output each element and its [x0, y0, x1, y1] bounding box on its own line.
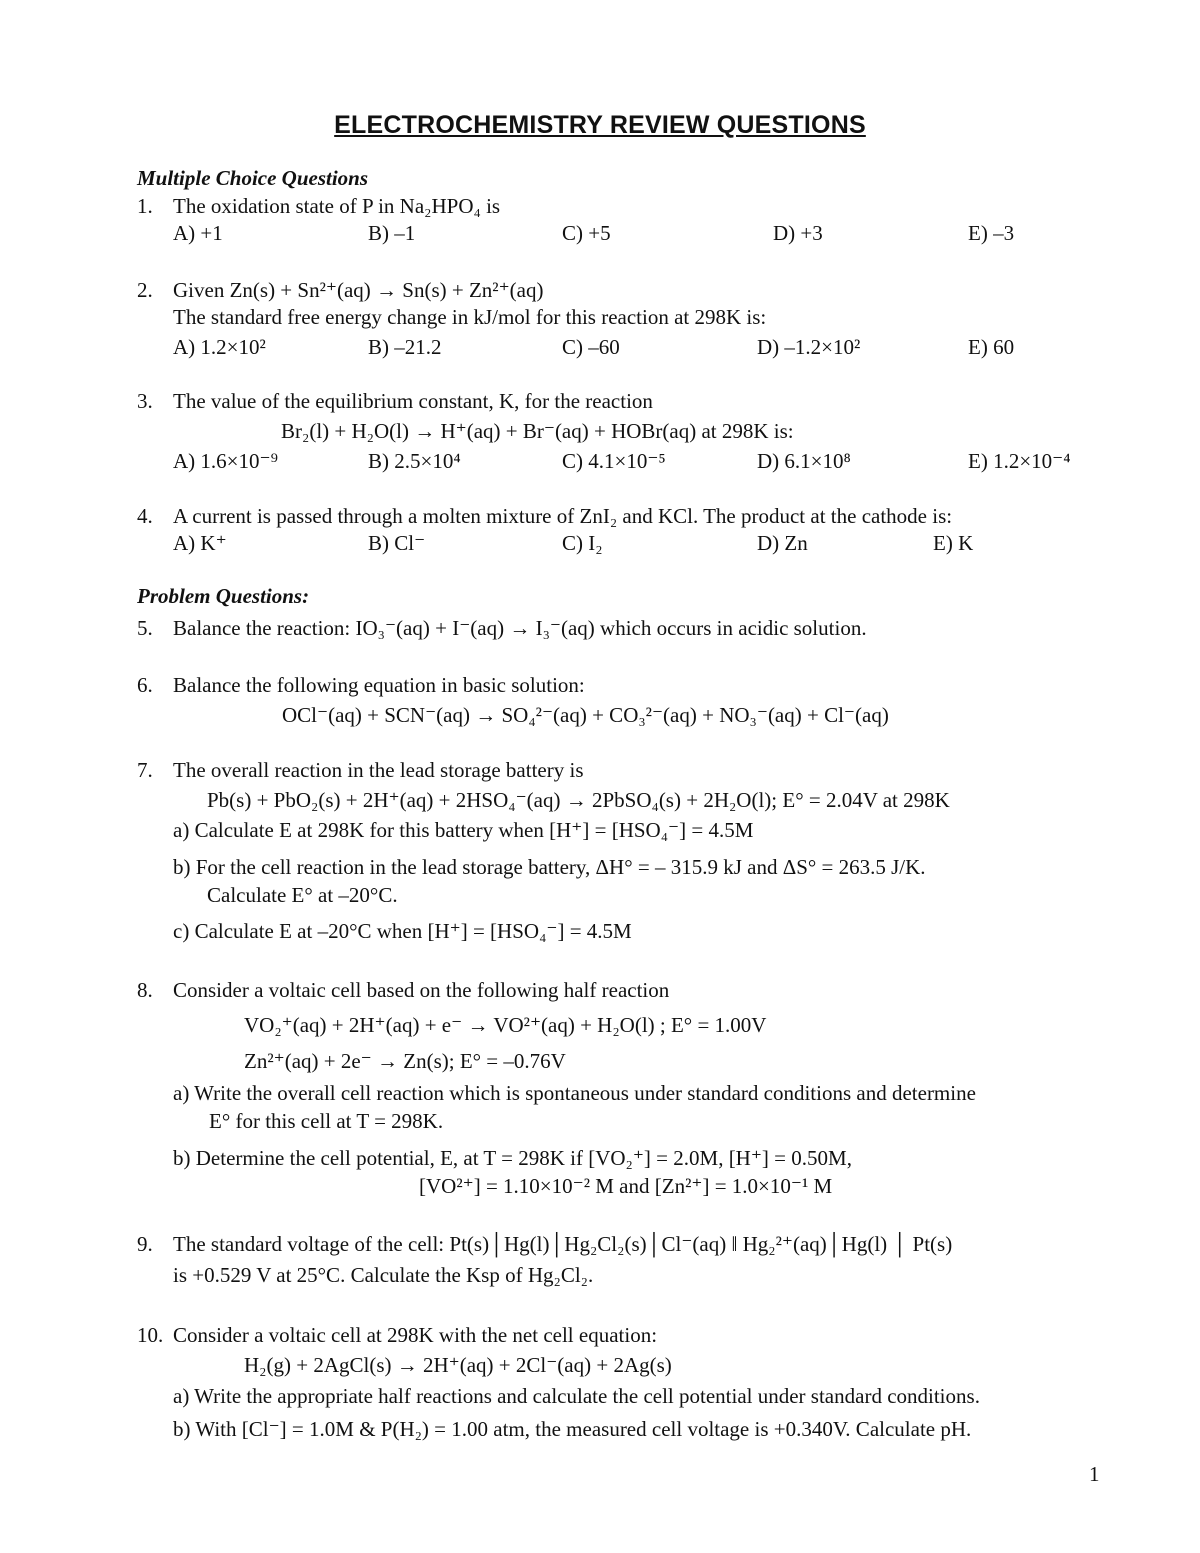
question-9-text: is +0.529 V at 25°C. Calculate the Ksp of Hg₂Cl₂. [173, 1263, 594, 1287]
question-6-text: Balance the following equation in basic solution: [173, 673, 585, 697]
question-3-reaction: Br₂(l) + H₂O(l) → H⁺(aq) + Br⁻(aq) + HOBr(aq) at 298K is: [281, 419, 794, 443]
question-8-part-a: a) Write the overall cell reaction which is spontaneous under standard conditions and determine [173, 1081, 976, 1105]
q3-choice-c: C) 4.1×10⁻⁵ [562, 449, 666, 473]
section-header-multiple-choice: Multiple Choice Questions [137, 166, 369, 190]
q2-choice-d: D) –1.2×10² [757, 335, 861, 359]
question-7-part-b: b) For the cell reaction in the lead storage battery, ΔH° = – 315.9 kJ and ΔS° = 263.5 J/K. [173, 855, 926, 879]
q1-choice-b: B) –1 [368, 221, 416, 245]
q2-choice-b: B) –21.2 [368, 335, 442, 359]
question-3-number: 3. [137, 389, 153, 413]
question-10-equation: H₂(g) + 2AgCl(s) → 2H⁺(aq) + 2Cl⁻(aq) + 2Ag(s) [244, 1353, 672, 1377]
question-10-number: 10. [137, 1323, 164, 1347]
q4-choice-e: E) K [933, 531, 974, 555]
q3-choice-d: D) 6.1×10⁸ [757, 449, 851, 473]
section-header-problems: Problem Questions: [137, 584, 310, 608]
question-6-number: 6. [137, 673, 153, 697]
q2-choice-e: E) 60 [968, 335, 1015, 359]
q1-choice-e: E) –3 [968, 221, 1015, 245]
question-4-text: A current is passed through a molten mixture of ZnI₂ and KCl. The product at the cathode is: [173, 504, 953, 528]
question-7-reaction: Pb(s) + PbO₂(s) + 2H⁺(aq) + 2HSO₄⁻(aq) → 2PbSO₄(s) + 2H₂O(l); E° = 2.04V at 298K [207, 788, 950, 812]
q3-choice-b: B) 2.5×10⁴ [368, 449, 461, 473]
question-7-text: The overall reaction in the lead storage battery is [173, 758, 584, 782]
question-7-number: 7. [137, 758, 153, 782]
question-2-number: 2. [137, 278, 153, 302]
question-9-number: 9. [137, 1232, 153, 1256]
question-10-part-a: a) Write the appropriate half reactions and calculate the cell potential under standard conditions. [173, 1384, 980, 1408]
question-7-part-c: c) Calculate E at –20°C when [H⁺] = [HSO₄⁻] = 4.5M [173, 919, 632, 943]
question-8-part-b-cont: [VO²⁺] = 1.10×10⁻² M and [Zn²⁺] = 1.0×10⁻¹ M [419, 1174, 833, 1198]
question-8-half-reaction-2: Zn²⁺(aq) + 2e⁻ → Zn(s); E° = –0.76V [244, 1049, 566, 1073]
question-8-part-b: b) Determine the cell potential, E, at T = 298K if [VO₂⁺] = 2.0M, [H⁺] = 0.50M, [173, 1146, 852, 1170]
question-4-number: 4. [137, 504, 153, 528]
q3-choice-e: E) 1.2×10⁻⁴ [968, 449, 1071, 473]
question-7-part-b-cont: Calculate E° at –20°C. [207, 883, 398, 907]
page-number: 1 [1089, 1462, 1100, 1486]
question-6-reaction: OCl⁻(aq) + SCN⁻(aq) → SO₄²⁻(aq) + CO₃²⁻(aq) + NO₃⁻(aq) + Cl⁻(aq) [282, 703, 889, 727]
q4-choice-a: A) K⁺ [173, 531, 227, 555]
question-8-part-a-cont: E° for this cell at T = 298K. [209, 1109, 444, 1133]
question-10-part-b: b) With [Cl⁻] = 1.0M & P(H₂) = 1.00 atm, the measured cell voltage is +0.340V. Calculate pH. [173, 1417, 972, 1441]
question-3-text: The value of the equilibrium constant, K, for the reaction [173, 389, 653, 413]
q4-choice-b: B) Cl⁻ [368, 531, 426, 555]
q4-choice-c: C) I₂ [562, 531, 603, 555]
q1-choice-c: C) +5 [562, 221, 611, 245]
q1-choice-a: A) +1 [173, 221, 223, 245]
q2-choice-a: A) 1.2×10² [173, 335, 266, 359]
q4-choice-d: D) Zn [757, 531, 808, 555]
question-5-number: 5. [137, 616, 153, 640]
question-10-text: Consider a voltaic cell at 298K with the net cell equation: [173, 1323, 658, 1347]
question-2-text: The standard free energy change in kJ/mol for this reaction at 298K is: [173, 305, 767, 329]
question-9-cell-notation: The standard voltage of the cell: Pt(s)│Hg(l)│Hg₂Cl₂(s)│Cl⁻(aq) ‖ Hg₂²⁺(aq)│Hg(l) │ Pt(s) [173, 1232, 953, 1256]
question-5-text: Balance the reaction: IO₃⁻(aq) + I⁻(aq) → I₃⁻(aq) which occurs in acidic solution. [173, 616, 867, 640]
q2-choice-c: C) –60 [562, 335, 620, 359]
page-title: ELECTROCHEMISTRY REVIEW QUESTIONS [334, 111, 866, 139]
question-2-reaction: Given Zn(s) + Sn²⁺(aq) → Sn(s) + Zn²⁺(aq) [173, 278, 544, 302]
question-8-number: 8. [137, 978, 153, 1002]
question-7-part-a: a) Calculate E at 298K for this battery when [H⁺] = [HSO₄⁻] = 4.5M [173, 818, 754, 842]
q1-choice-d: D) +3 [773, 221, 823, 245]
q3-choice-a: A) 1.6×10⁻⁹ [173, 449, 278, 473]
question-1-number: 1. [137, 194, 153, 218]
question-1-text: The oxidation state of P in Na₂HPO₄ is [173, 194, 501, 218]
question-8-text: Consider a voltaic cell based on the following half reaction [173, 978, 670, 1002]
question-8-half-reaction-1: VO₂⁺(aq) + 2H⁺(aq) + e⁻ → VO²⁺(aq) + H₂O(l) ; E° = 1.00V [244, 1013, 767, 1037]
